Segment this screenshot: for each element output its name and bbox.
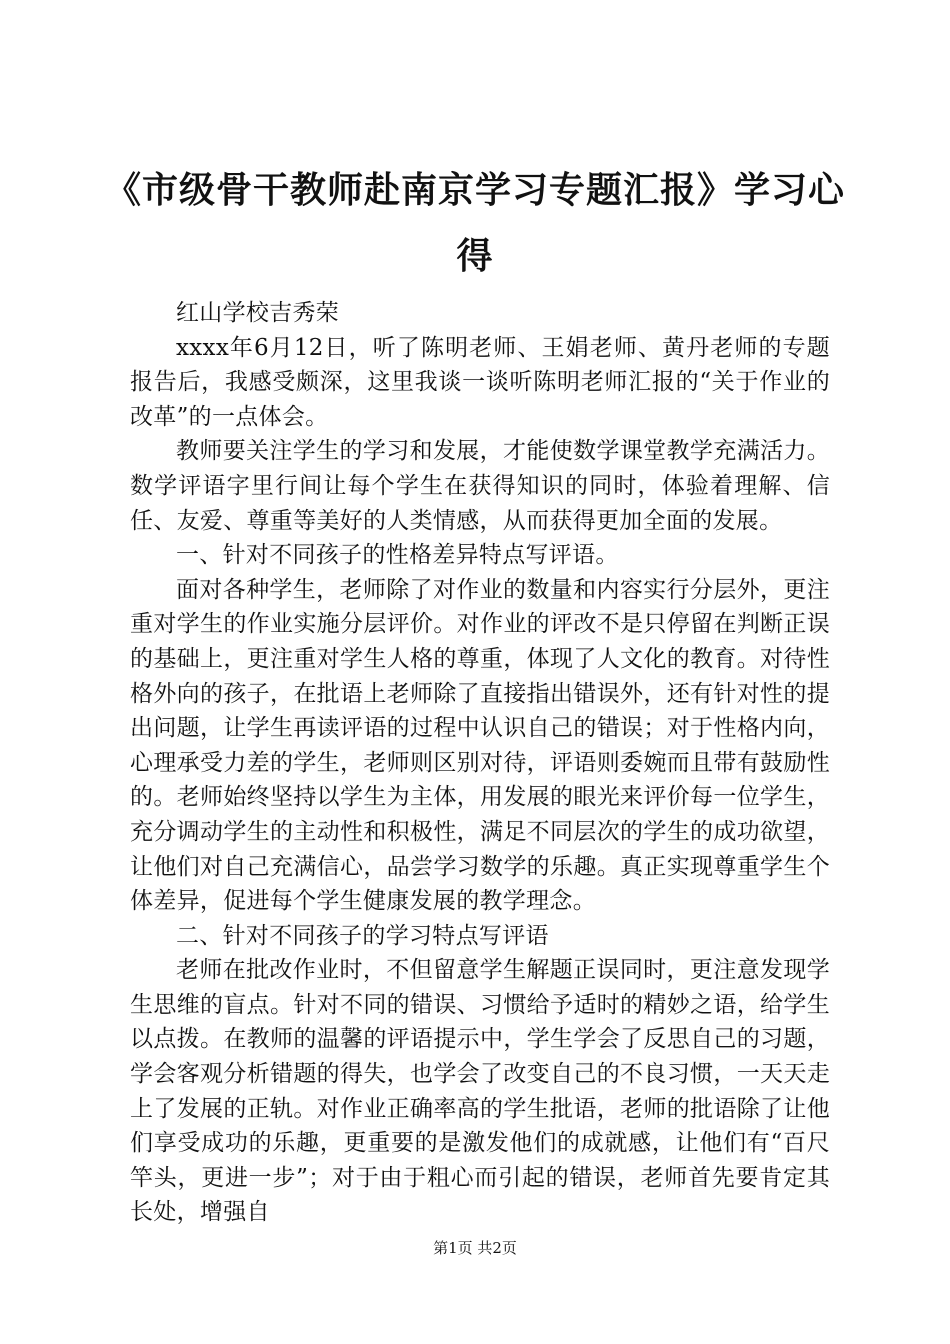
- page-number-footer: 第1页 共2页: [433, 1239, 517, 1257]
- paragraph-main-idea: 教师要关注学生的学习和发展，才能使数学课堂教学充满活力。数学评语字里行间让每个学生在获得知识的同时，体验着理解、信任、友爱、尊重等美好的人类情感，从而获得更加全面的发展。: [130, 438, 830, 534]
- author-line: 红山学校吉秀荣: [176, 300, 340, 326]
- document-title: 《市级骨干教师赴南京学习专题汇报》学习心得: [104, 170, 845, 277]
- paragraph-intro: xxxx年6月12日，听了陈明老师、王娟老师、黄丹老师的专题报告后，我感受颇深，这里我谈一谈听陈明老师汇报的“关于作业的改革”的一点体会。: [130, 334, 830, 430]
- document-body: [130, 296, 830, 1230]
- paragraph-section-1: 面对各种学生，老师除了对作业的数量和内容实行分层外，更注重对学生的作业实施分层评价。对作业的评改不是只停留在判断正误的基础上，更注重对学生人格的尊重，体现了人文化的教育。对待性格外向的孩子，在批语上老师除了直接指出错误外，还有针对性的提出问题，让学生再读评语的过程中认识自己的错误；对于性格内向，心理承受力差的学生，老师则区别对待，评语则委婉而且带有鼓励性的。老师始终坚持以学生为主体，用发展的眼光来评价每一位学生，充分调动学生的主动性和积极性，满足不同层次的学生的成功欲望，让他们对自己充满信心，品尝学习数学的乐趣。真正实现尊重学生个体差异，促进每个学生健康发展的教学理念。: [130, 576, 830, 915]
- section-heading-1: 一、针对不同孩子的性格差异特点写评语。: [176, 542, 619, 569]
- section-heading-2: 二、针对不同孩子的学习特点写评语: [176, 922, 549, 949]
- paragraph-section-2: 老师在批改作业时，不但留意学生解题正误同时，更注意发现学生思维的盲点。针对不同的错误、习惯给予适时的精妙之语，给学生以点拨。在教师的温馨的评语提示中，学生学会了反思自己的习题，学会客观分析错题的得失，也学会了改变自己的不良习惯，一天天走上了发展的正轨。对作业正确率高的学生批语，老师的批语除了让他们享受成功的乐趣，更重要的是激发他们的成就感，让他们有“百尺竿头，更进一步”；对于由于粗心而引起的错误，老师首先要肯定其长处，增强自: [130, 957, 830, 1226]
